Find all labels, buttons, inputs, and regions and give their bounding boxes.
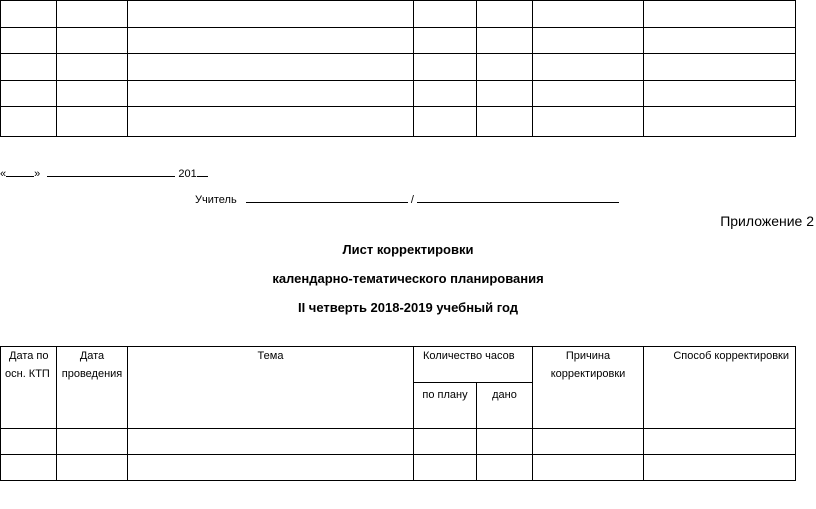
table-row xyxy=(1,80,796,107)
header-reason: Причина корректировки xyxy=(533,347,644,429)
correction-table xyxy=(0,346,796,481)
name-blank xyxy=(417,190,619,203)
header-method: Способ корректировки xyxy=(644,347,796,429)
header-topic: Тема xyxy=(128,347,414,429)
table-row xyxy=(1,429,796,455)
title-line-2: календарно-тематического планирования xyxy=(272,271,544,286)
signature-separator: / xyxy=(410,194,414,206)
table-row xyxy=(1,455,796,481)
header-hours-plan: по плану xyxy=(414,383,477,429)
signature-line xyxy=(195,190,619,206)
title-line-1: Лист корректировки xyxy=(342,242,474,257)
header-ktp-date: Дата по осн. КТП xyxy=(1,347,57,429)
header-hours: Количество часов xyxy=(414,347,533,383)
table-row xyxy=(1,54,796,81)
header-row xyxy=(1,347,796,383)
date-close-quote: » xyxy=(34,168,41,180)
title-line-3: II четверть 2018-2019 учебный год xyxy=(297,300,519,315)
table-row xyxy=(1,1,796,28)
header-actual-date: Дата проведения xyxy=(57,347,128,429)
table-row xyxy=(1,107,796,137)
header-hours-given: дано xyxy=(477,383,533,429)
top-table-continuation xyxy=(0,0,796,137)
teacher-label: Учитель xyxy=(195,194,237,206)
signature-blank xyxy=(246,190,408,203)
day-blank xyxy=(6,164,34,177)
date-line xyxy=(0,164,208,180)
year-prefix: 201 xyxy=(178,168,197,180)
date-open-quote: « xyxy=(0,168,7,180)
year-blank xyxy=(197,164,208,177)
month-blank xyxy=(47,164,175,177)
appendix-label: Приложение 2 xyxy=(720,213,814,229)
table-row xyxy=(1,27,796,54)
